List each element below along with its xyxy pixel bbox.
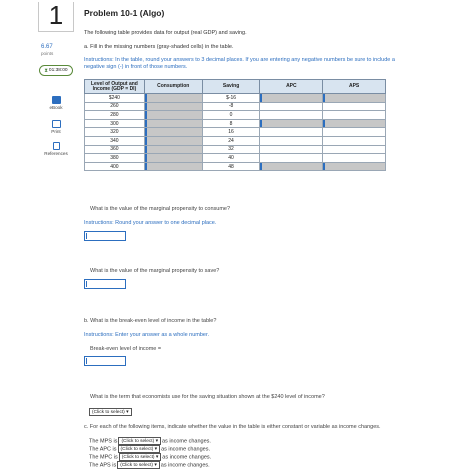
problem-title: Problem 10-1 (Algo)	[84, 8, 165, 18]
output-cell: $240	[85, 94, 145, 103]
consumption-input[interactable]	[144, 136, 202, 145]
ebook-icon	[52, 96, 61, 104]
aps-cell	[323, 136, 386, 145]
part-b-instructions: Instructions: Enter your answer as a whole number.	[84, 332, 210, 338]
saving-cell: 32	[202, 145, 260, 154]
output-cell: 320	[85, 128, 145, 137]
mps-answer-input[interactable]	[84, 279, 126, 289]
term-select[interactable]: (Click to select) ▾	[89, 408, 132, 416]
output-cell: 360	[85, 145, 145, 154]
aps-cell	[323, 154, 386, 163]
mps-row-suffix: as income changes.	[161, 438, 211, 445]
printer-icon	[52, 120, 61, 128]
consumption-input[interactable]	[144, 119, 202, 128]
saving-cell: 48	[202, 162, 260, 171]
points-value: 6.67	[41, 44, 53, 50]
aps-cell	[323, 102, 386, 111]
table-row	[85, 94, 386, 103]
document-icon	[53, 142, 60, 150]
consumption-input[interactable]	[144, 102, 202, 111]
mps-select[interactable]: (Click to select) ▾	[118, 437, 161, 445]
header-saving: Saving	[202, 80, 260, 94]
aps-constant-row	[89, 461, 210, 469]
break-even-label: Break-even level of income =	[90, 346, 162, 352]
term-question: What is the term that economists use for the saving situation shown at the $240 level of income?	[90, 394, 325, 400]
saving-cell: $-16	[202, 94, 260, 103]
instructions-a-line1: Instructions: In the table, round your answers to 3 decimal places. If you are entering any negative numbers be sure to include a	[84, 57, 395, 63]
output-cell: 380	[85, 154, 145, 163]
output-cell: 280	[85, 111, 145, 120]
consumption-input[interactable]	[144, 128, 202, 137]
mps-question: What is the value of the marginal propensity to save?	[90, 268, 220, 274]
output-cell: 340	[85, 136, 145, 145]
mps-constant-row	[89, 437, 211, 445]
mpc-instructions: Instructions: Round your answer to one decimal place.	[84, 220, 217, 226]
consumption-input[interactable]	[144, 111, 202, 120]
apc-row-suffix: as income changes.	[161, 446, 210, 453]
mps-select-label: (Click to select)	[121, 439, 155, 444]
mpc-answer-input[interactable]	[84, 231, 126, 241]
apc-select-label: (Click to select)	[120, 447, 154, 452]
part-a-text: a. Fill in the missing numbers (gray-shaded cells) in the table.	[84, 44, 234, 50]
aps-input[interactable]	[323, 119, 386, 128]
apc-cell	[260, 154, 323, 163]
consumption-input[interactable]	[144, 94, 202, 103]
consumption-input[interactable]	[144, 162, 202, 171]
table-row	[85, 162, 386, 171]
mps-row-prefix: The MPS is	[89, 438, 118, 445]
table-row	[85, 111, 386, 120]
aps-select[interactable]: (Click to select) ▾	[117, 461, 160, 469]
print-label: Print	[51, 129, 61, 134]
apc-cell	[260, 102, 323, 111]
apc-select[interactable]: (Click to select) ▾	[118, 445, 161, 453]
references-button[interactable]	[40, 142, 72, 156]
apc-cell	[260, 128, 323, 137]
output-cell: 260	[85, 102, 145, 111]
apc-input[interactable]	[260, 94, 323, 103]
mpc-row-prefix: The MPC is	[89, 454, 118, 461]
aps-cell	[323, 145, 386, 154]
saving-table	[84, 79, 386, 171]
aps-input[interactable]	[323, 94, 386, 103]
apc-cell	[260, 145, 323, 154]
saving-cell: 16	[202, 128, 260, 137]
consumption-input[interactable]	[144, 154, 202, 163]
instructions-a-line2: negative sign (-) in front of those numbers.	[84, 64, 188, 70]
saving-cell: -8	[202, 102, 260, 111]
aps-row-prefix: The APS is	[89, 462, 117, 469]
term-select-label: (Click to select)	[92, 410, 125, 415]
ebook-label: eBook	[49, 105, 63, 110]
ebook-button[interactable]	[40, 96, 72, 110]
header-consumption: Consumption	[144, 80, 202, 94]
aps-input[interactable]	[323, 162, 386, 171]
hourglass-icon: ⧗	[44, 67, 48, 74]
header-aps: APS	[323, 80, 386, 94]
table-row	[85, 154, 386, 163]
references-label: References	[44, 151, 68, 156]
apc-input[interactable]	[260, 162, 323, 171]
table-row	[85, 145, 386, 154]
apc-row-prefix: The APC is	[89, 446, 117, 453]
header-output: Level of Output and Income (GDP = DI)	[85, 80, 145, 94]
apc-cell	[260, 136, 323, 145]
timer	[39, 65, 73, 76]
mpc-select-label: (Click to select)	[121, 455, 155, 460]
apc-constant-row	[89, 445, 210, 453]
apc-cell	[260, 111, 323, 120]
saving-cell: 8	[202, 119, 260, 128]
mpc-constant-row	[89, 453, 211, 461]
saving-cell: 24	[202, 136, 260, 145]
output-cell: 400	[85, 162, 145, 171]
question-number: 1	[38, 2, 74, 32]
aps-cell	[323, 128, 386, 137]
mpc-row-suffix: as income changes.	[162, 454, 212, 461]
header-apc: APC	[260, 80, 323, 94]
mpc-question: What is the value of the marginal propensity to consume?	[90, 206, 231, 212]
table-row	[85, 128, 386, 137]
part-b-text: b. What is the break-even level of income in the table?	[84, 318, 217, 324]
points-label: points	[41, 51, 54, 56]
print-button[interactable]	[40, 120, 72, 134]
consumption-input[interactable]	[144, 145, 202, 154]
intro-text: The following table provides data for output (real GDP) and saving.	[84, 30, 247, 36]
mpc-select[interactable]: (Click to select) ▾	[119, 453, 162, 461]
output-cell: 300	[85, 119, 145, 128]
table-row	[85, 119, 386, 128]
break-even-input[interactable]	[84, 356, 126, 366]
aps-row-suffix: as income changes.	[160, 462, 210, 469]
apc-input[interactable]	[260, 119, 323, 128]
table-row	[85, 136, 386, 145]
saving-cell: 0	[202, 111, 260, 120]
aps-cell	[323, 111, 386, 120]
timer-value: 01:38:00	[48, 68, 68, 73]
saving-cell: 40	[202, 154, 260, 163]
table-row	[85, 102, 386, 111]
part-c-text: c. For each of the following items, indicate whether the value in the table is either constant or variable as income changes.	[84, 424, 381, 430]
aps-select-label: (Click to select)	[120, 463, 154, 468]
